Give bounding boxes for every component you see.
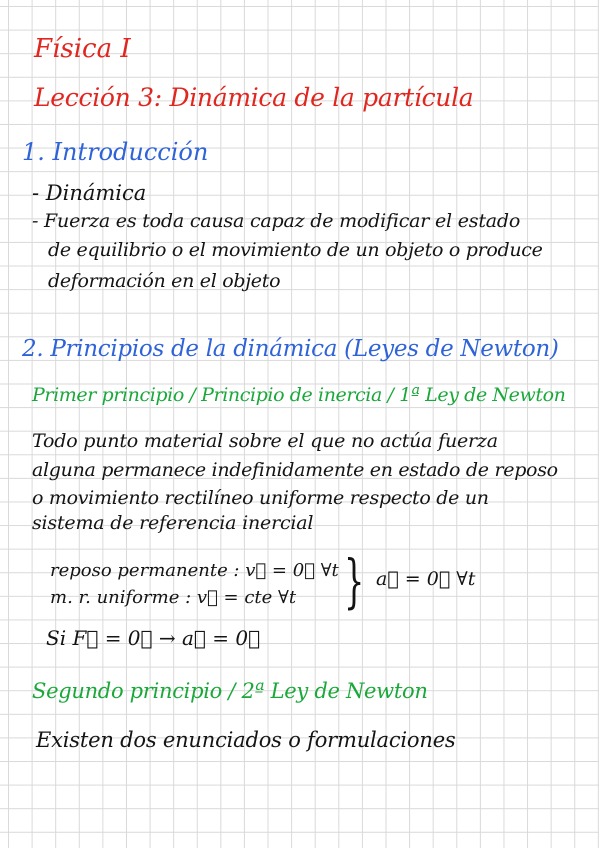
- bullet-fuerza-line-1: - Fuerza es toda causa capaz de modificar el estado: [32, 210, 521, 232]
- section-1-heading: 1. Introducción: [22, 138, 209, 166]
- page-title: Física I: [34, 34, 131, 64]
- principle-text-line-1: Todo punto material sobre el que no actúa fuerza: [32, 430, 498, 452]
- closing-text: Existen dos enunciados o formulaciones: [36, 728, 456, 752]
- bullet-fuerza-line-2: de equilibrio o el movimiento de un objeto o produce: [48, 239, 543, 261]
- bullet-fuerza-line-3: deformación en el objeto: [48, 270, 281, 292]
- principle-text-line-2: alguna permanece indefinidamente en estado de reposo: [32, 459, 558, 481]
- bullet-dinamica: - Dinámica: [32, 181, 147, 205]
- equation-mru: m. r. uniforme : v⃗ = cte ∀t: [50, 587, 297, 608]
- lesson-title: Lección 3: Dinámica de la partícula: [34, 83, 474, 112]
- section-2-heading: 2. Principios de la dinámica (Leyes de Newton): [22, 336, 559, 362]
- second-principle-heading: Segundo principio / 2ª Ley de Newton: [32, 679, 428, 703]
- equation-result: a⃗ = 0⃗ ∀t: [376, 568, 476, 590]
- first-principle-heading: Primer principio / Principio de inercia / 1ª Ley de Newton: [32, 384, 566, 406]
- principle-text-line-3: o movimiento rectilíneo uniforme respecto de un: [32, 487, 489, 509]
- curly-brace: }: [344, 547, 365, 615]
- equation-reposo: reposo permanente : v⃗ = 0⃗ ∀t: [50, 560, 339, 581]
- equation-si: Si F⃗ = 0⃗ → a⃗ = 0⃗: [46, 626, 261, 650]
- principle-text-line-4: sistema de referencia inercial: [32, 512, 314, 534]
